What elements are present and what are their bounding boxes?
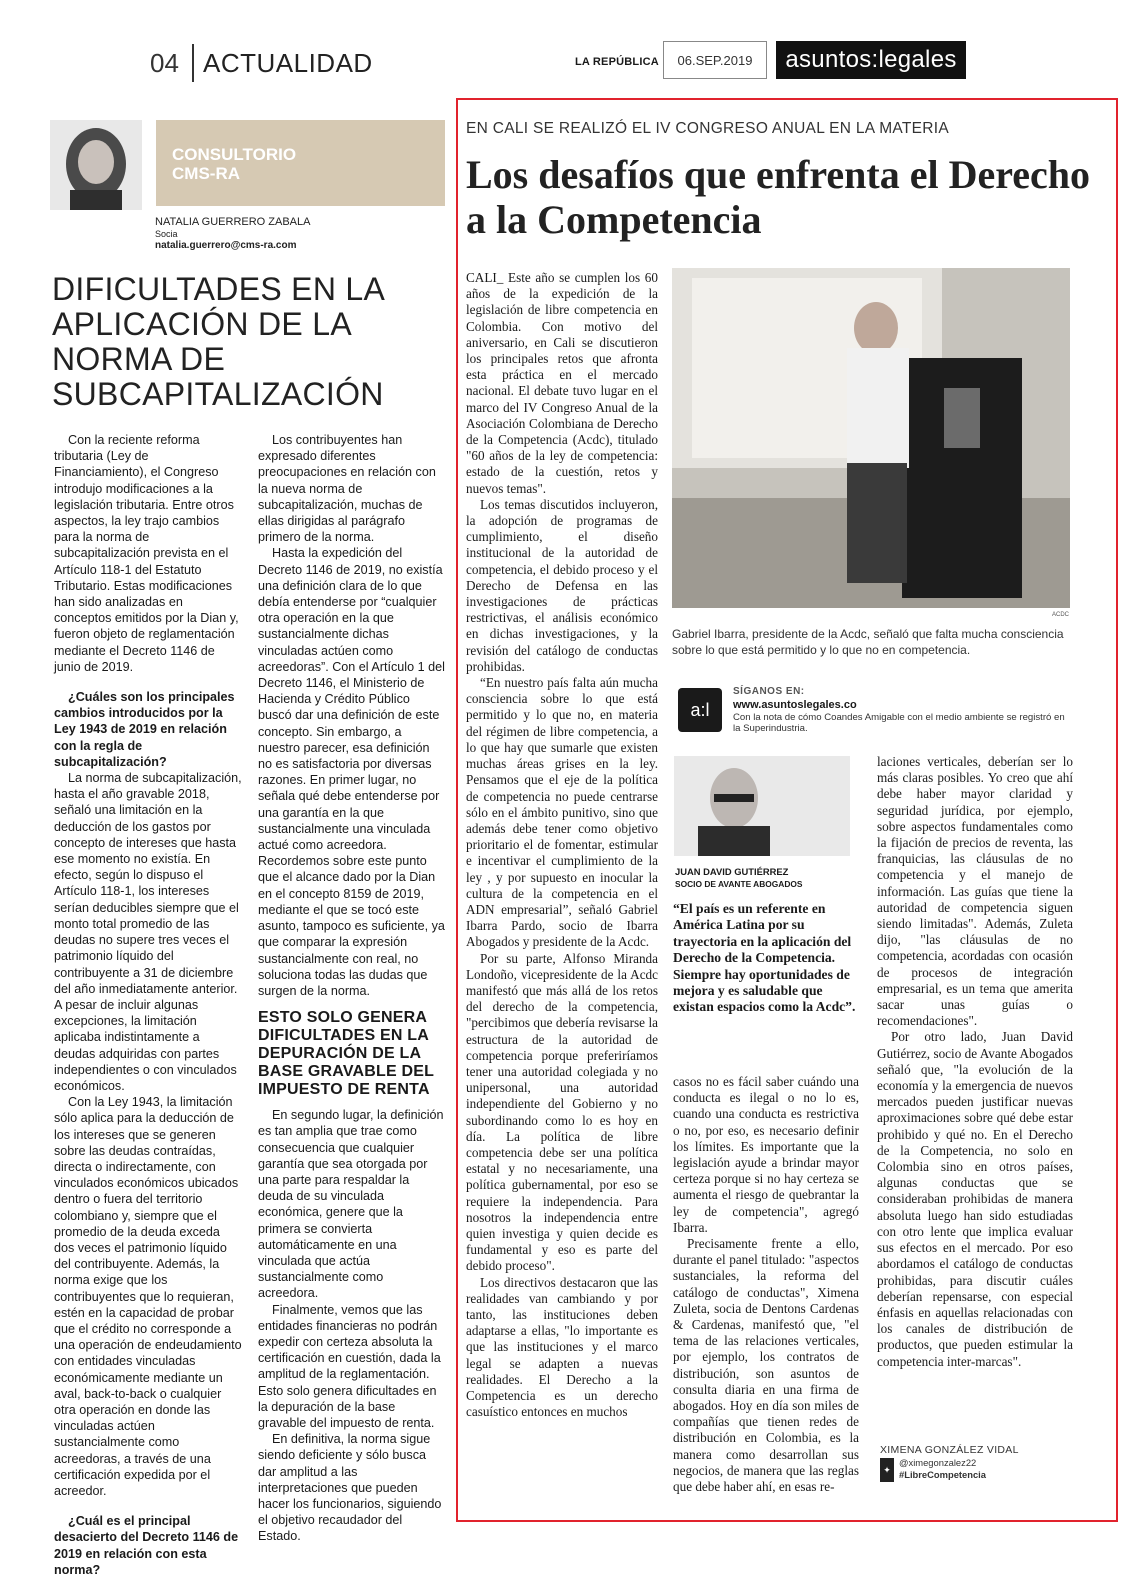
article-column-3 bbox=[877, 754, 1073, 1370]
consultorio-label bbox=[172, 145, 296, 183]
paragraph: En segundo lugar, la definición es tan amplia que trae como consecuencia que cualquier garantía que sea otorgada por una parte para respaldar la deuda de su vinculada económica, genere que la primera se convierta automáticamente en una vinculada que actúa sustancialmente como acreedora. bbox=[258, 1108, 444, 1301]
paragraph: Hasta la expedición del Decreto 1146 de 2019, no existía una definición clara de lo que debía entenderse por “cualquier otra operación en la que sustancialmente dichas vinculadas actúen como acreedoras”. Con el Artículo 1 del Decreto 1146, el Ministerio de Hacienda y Crédito Público buscó dar una definición de este concepto. Sin embargo, a nuestro parecer, esa definición no es satisfactoria por diversas razones. En primer lugar, no señala qué debe entenderse por una garantía en la que sustancialmente una vinculada actué como acreedora. Recordemos sobre este punto que el alcance dado por la Dian en el concepto 8159 de 2019, mediante el que se tocó este asunto, tampoco es suficiente, ya que comparar la expresión sustancialmente con real, no soluciona todas las dudas que surgen de la norma. bbox=[258, 546, 445, 998]
page-number: 04 bbox=[150, 48, 179, 78]
subheading-question: ¿Cuál es el principal desacierto del Decreto 1146 de 2019 en relación con esta norma? bbox=[54, 1514, 239, 1577]
author-photo bbox=[50, 120, 142, 210]
paragraph: casos no es fácil saber cuándo una conducta es ilegal o no lo es, cuando una conducta es restrictiva o no, por eso, es necesario definir los límites. Es importante que la legislación ayude a brindar mayor certeza porque si no hay certeza se aumenta el riesgo de quebrantar la ley de competencia", agregó Ibarra. bbox=[673, 1074, 859, 1235]
article-signoff: XIMENA GONZÁLEZ VIDAL bbox=[880, 1444, 1019, 1456]
paragraph: Los contribuyentes han expresado diferentes preocupaciones en relación con la nueva norma de subcapitalización, muchas de ellas dirigidas al parágrafo primero de la norma. bbox=[258, 433, 436, 545]
paragraph: Finalmente, vemos que las entidades financieras no podrán expedir con certeza absoluta la certificación en cuestión, dada la amplitud de la reglamentación. Esto solo genera dificultades en la depuración de la base gravable del impuesto de renta. bbox=[258, 1302, 441, 1430]
consultorio-label-2: CMS-RA bbox=[172, 164, 240, 183]
author2-role: SOCIO DE AVANTE ABOGADOS bbox=[675, 879, 803, 889]
hashtag[interactable]: #LibreCompetencia bbox=[899, 1469, 987, 1480]
opinion-headline: DIFICULTADES EN LA APLICACIÓN DE LA NORMA DE SUBCAPITALIZACIÓN bbox=[52, 271, 384, 412]
photo-caption: Gabriel Ibarra, presidente de la Acdc, señaló que falta mucha consciencia sobre lo que está permitido y lo que no en competencia. bbox=[672, 627, 1064, 657]
pull-quote: “El país es un referente en América Latina por su trayectoria en la aplicación del Derecho de la Competencia. Siempre hay oportunidades de mejora y es saludable que existan espacios como la Acdc”. bbox=[673, 901, 856, 1015]
author2-photo bbox=[674, 756, 850, 856]
article-headline: Los desafíos que enfrenta el Derecho a la Competencia bbox=[466, 152, 1091, 242]
paragraph: La norma de subcapitalización, hasta el año gravable 2018, señaló una limitación en la deducción de los gastos por concepto de intereses que hasta ese momento no existía. En efecto, según lo dispuso el Artículo 118-1, los intereses serían deducibles siempre que el monto total promedio de las deudas no supere tres veces el patrimonio líquido del contribuyente a 31 de diciembre del año inmediatamente anterior. A pesar de incluir algunas excepciones, la limitación aplicaba indistintamente a deudas adquiridas con partes independientes o con vinculados económicos. bbox=[54, 771, 242, 1093]
section-heading: ESTO SOLO GENERA DIFICULTADES EN LA DEPURACIÓN DE LA BASE GRAVABLE DEL IMPUESTO DE RENTA bbox=[258, 1009, 434, 1099]
author-email: natalia.guerrero@cms-ra.com bbox=[155, 240, 297, 251]
paragraph: Los temas discutidos incluyeron, la adopción de programas de cumplimiento, el diseño institucional de la autoridad de competencia, el debido proceso y el Derecho de Defensa en las investigaciones de prácticas restrictivas, el análisis económico en dichas investigaciones, y la revisión del catálogo de conductas prohibidas. bbox=[466, 496, 658, 674]
author2-byline bbox=[675, 866, 803, 890]
article-kicker: EN CALI SE REALIZÓ EL IV CONGRESO ANUAL EN LA MATERIA bbox=[466, 120, 950, 137]
paragraph: laciones verticales, deberían ser lo más claras posibles. Yo creo que ahí debe haber mayor claridad y seguridad jurídica, por ejemplo, sobre aspectos fundamentales como la fijación de precios de reventa, las franquicias, las cláusulas de no competencia y el manejo de información. Las guías que tiene la autoridad de competencia siguen siendo limitadas". Además, Zuleta dijo, "las cláusulas de no competencia, acordadas con ocasión de procesos de integración empresarial, es un tema que amerita sacar unas guías o recomendaciones". bbox=[877, 754, 1073, 1029]
author-role: Socia bbox=[155, 229, 178, 239]
paragraph: Con la reciente reforma tributaria (Ley de Financiamiento), el Congreso introdujo modificaciones a la legislación tributaria. Entre otros aspectos, la ley trajo cambios para la norma de subcapitalización prevista en el Artículo 118-1 del Estatuto Tributario. Estas modificaciones han sido analizadas en conceptos emitidos por la Dian y, fueron objeto de reglamentación mediante el Decreto 1146 de junio de 2019. bbox=[54, 433, 239, 674]
paragraph: CALI_ Este año se cumplen los 60 años de la expedición de la legislación de libre competencia en Colombia. Con motivo del aniversario, en Cali se discutieron los principales retos que afronta esta práctica en el mercado nacional. El debate tuvo lugar en el marco del IV Congreso Anual de la Asociación Colombiana de Derecho de la Competencia (Acdc), titulado "60 años de la ley de competencia: estado de la cuestión, retos y nuevos temas". bbox=[466, 270, 658, 496]
twitter-handle[interactable]: @ximegonzalez22 bbox=[899, 1457, 977, 1468]
event-photo bbox=[672, 268, 1070, 608]
subheading-question: ¿Cuáles son los principales cambios introducidos por la Ley 1943 de 2019 en relación con la regla de subcapitalización? bbox=[54, 690, 235, 769]
paragraph: Los directivos destacaron que las realidades van cambiando y por tanto, las instituciones deben adaptarse a ellas, "lo importante es que las instituciones y el marco legal se adapten a nuevas realidades. El Derecho a la Competencia es un derecho casuístico entonces en muchos bbox=[466, 1274, 658, 1420]
consultorio-label-1: CONSULTORIO bbox=[172, 145, 297, 164]
follow-note: Con la nota de cómo Coandes Amigable con el medio ambiente se registró en la Superindustria. bbox=[733, 712, 1065, 734]
author-name: NATALIA GUERRERO ZABALA bbox=[155, 216, 311, 228]
author2-name: JUAN DAVID GUTIÉRREZ bbox=[675, 866, 789, 877]
paragraph: Precisamente frente a ello, durante el panel titulado: "aspectos sustanciales, la reforma del catálogo de conductas", Ximena Zuleta, socia de Dentons Cardenas & Cardenas, manifestó que, "el tema de las relaciones verticales, por ejemplo, los contratos de distribución, son asuntos de consulta diaria en una firma de abogados. Hoy en día son miles de compañías que tienen redes de distribución en Colombia, es la manera como desarrollan sus negocios, de manera que las reglas que debe haber ahí, en esas re- bbox=[673, 1236, 859, 1495]
paragraph: Por su parte, Alfonso Miranda Londoño, vicepresidente de la Acdc manifestó que más allá de los retos del derecho de la competencia, "percibimos que debería revisarse la estructura de la autoridad de competencia porque preferiríamos tener una autoridad colegiada y no unipersonal, una autoridad independiente del Gobierno y no subordinando como lo es hoy en día. La política de libre competencia debe ser una política estatal y no necesariamente, una política gubernamental, por eso se requiere la independencia. Para nosotros la independencia entre quien investiga y quien decide es fundamental y eso es parte del debido proceso". bbox=[466, 950, 658, 1274]
paragraph: En definitiva, la norma sigue siendo deficiente y sólo busca dar amplitud a las interpretaciones que pueden hacer los funcionarios, siguiendo el objetivo recaudador del Estado. bbox=[258, 1432, 442, 1544]
asuntos-legales-logo-icon: a:l bbox=[678, 688, 722, 732]
article-column-2 bbox=[673, 1074, 859, 1495]
newspaper-name: LA REPÚBLICA bbox=[575, 56, 659, 68]
paragraph: “En nuestro país falta aún mucha consciencia sobre lo que está permitido y lo que no, en materia del régimen de libre competencia, a lo que hay que sumarle que existen muchas áreas grises en la ley. Pensamos que el eje de la política de competencia no puede centrarse sólo en el ámbito punitivo, sino que además debe tener como objetivo prioritario el de fomentar, estimular e incentivar el cumplimiento de la ley , y por supuesto en inocular la cultura de la competencia en el ADN empresarial”, señaló Gabriel Ibarra Pardo, socio de Ibarra Abogados y presidente de la Acdc. bbox=[466, 675, 658, 950]
issue-date: 06.SEP.2019 bbox=[663, 41, 767, 79]
article-column-1 bbox=[466, 270, 658, 1420]
opinion-column-2 bbox=[258, 432, 446, 1545]
paragraph: Con la Ley 1943, la limitación sólo aplica para la deducción de los intereses que se generen sobre las deudas contraídas, directa o indirectamente, con vinculados económicos ubicados dentro o fuera del territorio colombiano y, siempre que el promedio de la deuda exceda dos veces el patrimonio líquido del contribuyente. Además, la norma exige que los contribuyentes que lo requieran, estén en la capacidad de probar que el crédito no corresponde a una operación de endeudamiento con entidades vinculadas económicamente mediante un aval, back-to-back o cualquier otra operación en donde las vinculadas actúen sustancialmente como acreedoras, a través de una certificación expedida por el acreedor. bbox=[54, 1095, 242, 1498]
twitter-icon: ✦ bbox=[880, 1458, 894, 1482]
opinion-column-1 bbox=[54, 432, 242, 1578]
section-title: ACTUALIDAD bbox=[203, 48, 373, 78]
author-byline bbox=[155, 216, 310, 252]
paragraph: Por otro lado, Juan David Gutiérrez, socio de Avante Abogados señaló que, "la evolución de la economía y la emergencia de nuevos mercados pueden justificar nuevas aproximaciones sobre qué debe estar prohibido y qué no. En el Derecho de la Competencia, no solo en Colombia sino en otros países, algunas conductas que se consideraban prohibidas de manera absoluta luego han sido estudiadas con otro lente que implica evaluar sus efectos en el mercado. Por eso abordamos el catálogo de conductas prohibidas, para discutir cuáles deberían repensarse, con especial énfasis en aquellas relacionadas con los canales de distribución de productos, que pueden estimular la competencia inter-marcas". bbox=[877, 1029, 1073, 1369]
photo-credit: ACDC bbox=[1052, 612, 1070, 618]
brand-logo: asuntos:legales bbox=[776, 41, 966, 79]
follow-title: SÍGANOS EN: bbox=[733, 686, 805, 697]
header-divider bbox=[192, 44, 194, 82]
follow-url-link[interactable]: www.asuntoslegales.co bbox=[733, 699, 857, 711]
